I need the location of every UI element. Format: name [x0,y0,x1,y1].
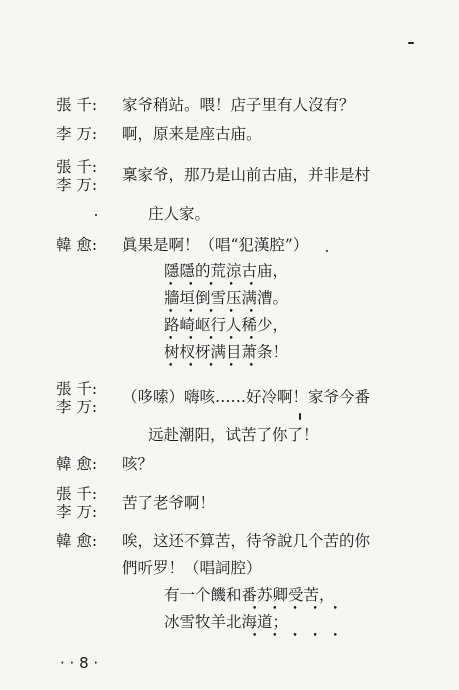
dialogue-line: 唉，这还不算苦，待爷說几个苦的你 [122,532,371,550]
verse-line: 路崎岖行人稀少， [164,316,289,334]
scan-speck [326,250,328,252]
emphasis-dots: • • • • • [168,307,260,317]
emphasis-dots: • • • • • [252,631,344,641]
dialogue-line: 家爷稍站。喂！店子里有人沒有？ [122,96,355,114]
verse-line: 树杈枒满目萧条！ [164,343,289,361]
dialogue-line: 苦了老爷啊！ [122,494,216,512]
scan-speck [408,42,414,44]
dialogue-line: （哆嗦）嗨咳……好冷啊！家爷今番 [122,388,371,406]
page-dot-right: · [93,654,99,672]
speaker-label: 張 千: [56,485,98,503]
dialogue-line: 稟家爷，那乃是山前古庙，并非是村 [122,166,371,184]
verse-line: 牆垣倒雪压满漕。 [164,289,289,307]
speaker-label: 李 万: [56,503,98,521]
dialogue-line: 咳？ [122,455,154,473]
page-number-value: 8 [79,654,89,672]
verse-line: 冰雪牧羊北海道； [164,613,289,631]
speaker-label: 李 万: [56,125,98,143]
page-number [60,654,98,672]
speaker-label: 韓 愈: [56,532,98,550]
speaker-label: 韓 愈: [56,236,98,254]
speaker-label: 李 万: [56,176,98,194]
verse-line: 有一个饑和番苏卿受苦， [164,586,335,604]
dialogue-continuation: 远赴潮阳，试苦了你了！ [148,426,319,444]
dialogue-continuation: 們听罗！（唱詞腔） [122,559,262,577]
speaker-label: 張 千: [56,158,98,176]
speaker-label: 李 万: [56,398,98,416]
scan-speck [95,214,97,216]
scan-speck [299,413,301,420]
dialogue-line: 眞果是啊！（唱“犯漢腔”） [122,236,309,254]
emphasis-dots: • • • • • [168,334,260,344]
page-dot-left: · · [60,654,75,672]
emphasis-dots: • • • • • [252,604,344,614]
dialogue-line: 啊，原来是座古庙。 [122,125,262,143]
verse-line: 隱隱的荒涼古庙， [164,262,289,280]
speaker-label: 張 千: [56,96,98,114]
dialogue-continuation: 庄人家。 [148,205,211,223]
speaker-label: 張 千: [56,380,98,398]
emphasis-dots: • • • • • [168,280,260,290]
speaker-label: 韓 愈: [56,455,98,473]
emphasis-dots: • • • • • [168,361,260,371]
